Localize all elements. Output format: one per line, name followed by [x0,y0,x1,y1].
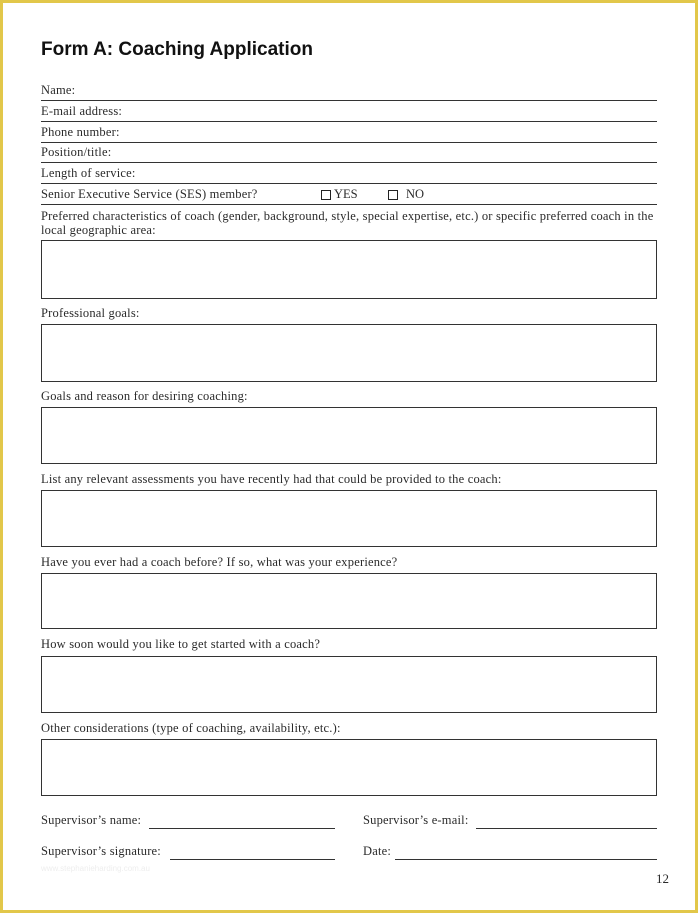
ses-member-row [41,185,657,205]
email-label: E-mail address: [41,104,123,118]
date-label: Date: [363,844,392,858]
supervisor-email-line[interactable] [476,827,657,829]
assessments-question: List any relevant assessments you have recently had that could be provided to the coach: [41,472,502,486]
supervisor-name-line[interactable] [149,827,335,829]
previous-coach-box[interactable] [41,573,657,629]
how-soon-question: How soon would you like to get started with a coach? [41,637,321,651]
ses-no-option[interactable] [388,187,424,202]
email-field[interactable] [41,102,657,122]
phone-field[interactable] [41,123,657,143]
position-field[interactable] [41,143,657,163]
goals-reason-box[interactable] [41,407,657,464]
name-field[interactable] [41,81,657,101]
supervisor-name-label: Supervisor’s name: [41,813,142,827]
watermark-text: www.stephanieharding.com.au [41,864,150,873]
how-soon-box[interactable] [41,656,657,713]
name-label: Name: [41,83,76,97]
phone-label: Phone number: [41,125,120,139]
no-checkbox[interactable] [388,190,398,200]
form-title: Form A: Coaching Application [41,39,313,60]
preferred-characteristics-box[interactable] [41,240,657,299]
date-line[interactable] [395,858,657,860]
professional-goals-question: Professional goals: [41,306,140,320]
assessments-box[interactable] [41,490,657,547]
yes-checkbox[interactable] [321,190,331,200]
page-number: 12 [656,871,669,886]
supervisor-email-label: Supervisor’s e-mail: [363,813,469,827]
professional-goals-box[interactable] [41,324,657,382]
ses-yes-option[interactable] [321,187,358,202]
other-considerations-question: Other considerations (type of coaching, availability, etc.): [41,721,341,735]
ses-member-label: Senior Executive Service (SES) member? [41,187,258,201]
length-of-service-label: Length of service: [41,166,136,180]
supervisor-signature-line[interactable] [170,858,335,860]
yes-label: YES [334,187,358,201]
no-label: NO [406,187,425,201]
goals-reason-question: Goals and reason for desiring coaching: [41,389,248,403]
other-considerations-box[interactable] [41,739,657,796]
supervisor-signature-label: Supervisor’s signature: [41,844,161,858]
previous-coach-question: Have you ever had a coach before? If so, what was your experience? [41,555,398,569]
preferred-characteristics-question: Preferred characteristics of coach (gender, background, style, special expertise, etc.) or specific preferred coach in the local geographic area: [41,209,654,237]
position-label: Position/title: [41,145,112,159]
length-of-service-field[interactable] [41,164,657,184]
